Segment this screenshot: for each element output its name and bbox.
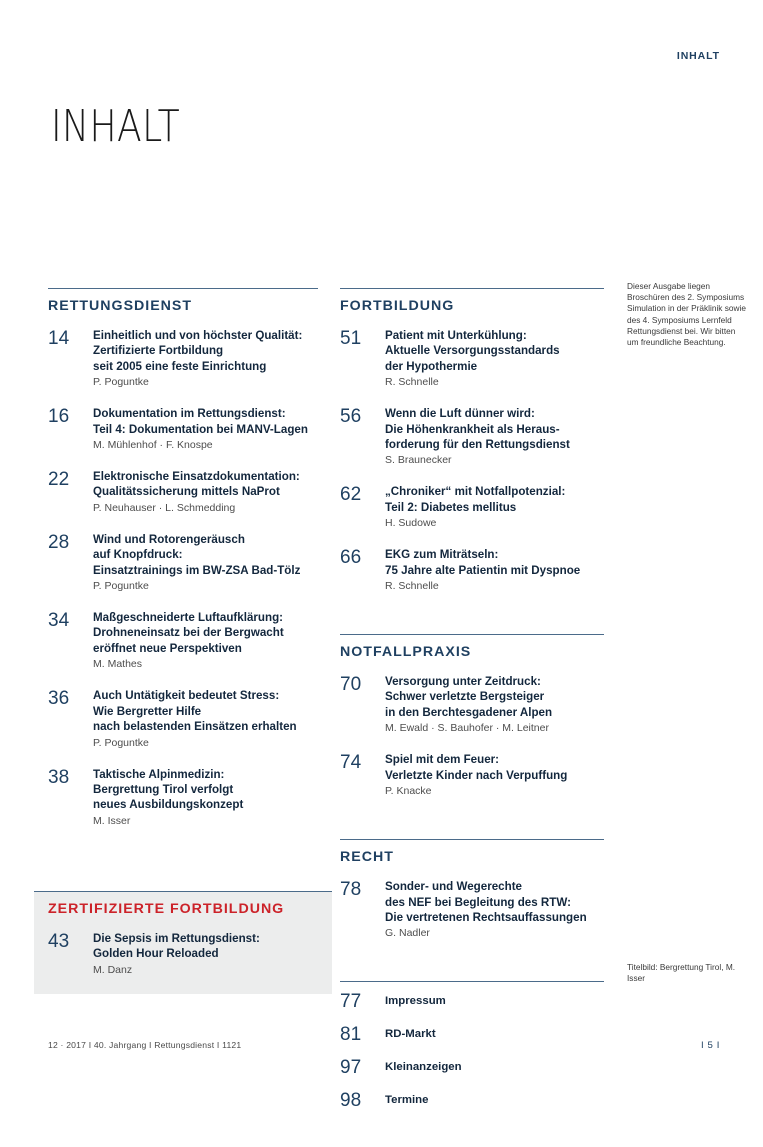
sidenote-insert-notice: Dieser Ausgabe liegen Broschüren des 2. Symposiums Simulation in der Präklinik sowie des 4. Symposiums Lernfeld Rettungsdienst bei. Wir bitten um freundliche Beachtung.: [627, 281, 746, 348]
toc-entry-title-line: forderung für den Rettungsdienst: [385, 438, 570, 452]
toc-entry-title-line: Auch Untätigkeit bedeutet Stress:: [93, 689, 280, 703]
toc-entry-page-number: 97: [340, 1057, 362, 1079]
toc-entry[interactable]: [340, 879, 604, 941]
toc-entry-title-line: eröffnet neue Perspektiven: [93, 641, 242, 655]
toc-entry[interactable]: [340, 1057, 604, 1077]
section-heading: ZERTIFIZIERTE FORTBILDUNG: [48, 900, 285, 917]
toc-entry[interactable]: [340, 547, 604, 594]
section-divider: [48, 288, 318, 289]
toc-entry-authors: M. Mühlenhof · F. Knospe: [93, 439, 213, 452]
toc-section: [340, 634, 604, 799]
toc-entry[interactable]: [48, 610, 318, 672]
toc-entry-title-line: Golden Hour Reloaded: [93, 947, 219, 961]
toc-entry-title-line: Wind und Rotorengeräusch: [93, 532, 245, 546]
toc-entry-title-line: auf Knopfdruck:: [93, 548, 183, 562]
toc-entry-title-line: Wenn die Luft dünner wird:: [385, 407, 535, 421]
toc-entry-title-line: Termine: [385, 1093, 429, 1106]
toc-entry-title-line: Impressum: [385, 994, 446, 1007]
toc-entry-page-number: 16: [48, 406, 70, 428]
section-spacer: [48, 994, 318, 1018]
toc-entry-page-number: 43: [48, 930, 70, 952]
section-heading: RETTUNGSDIENST: [48, 298, 193, 314]
toc-entry-body: [93, 767, 318, 829]
toc-entry-body: [93, 406, 318, 453]
section-spacer: [340, 957, 604, 981]
toc-entry-page-number: 98: [340, 1090, 362, 1112]
toc-entry-title-line: des NEF bei Begleitung des RTW:: [385, 895, 571, 909]
toc-entry[interactable]: [48, 931, 318, 978]
toc-entry-title-line: seit 2005 eine feste Einrichtung: [93, 359, 267, 373]
toc-entry-body: [385, 406, 604, 468]
toc-entry[interactable]: [340, 484, 604, 531]
section-spacer: [340, 815, 604, 839]
toc-entry-body: [385, 1060, 604, 1075]
toc-entry-title-line: Qualitätssicherung mittels NaProt: [93, 485, 280, 499]
toc-entry-page-number: 66: [340, 547, 362, 569]
left-column: [48, 288, 318, 1018]
toc-entry-title-line: Die Sepsis im Rettungsdienst:: [93, 931, 260, 945]
toc-entry-body: [93, 688, 318, 750]
toc-entry-title-line: Dokumentation im Rettungsdienst:: [93, 407, 286, 421]
toc-entry-title-line: Wie Bergretter Hilfe: [93, 704, 202, 718]
toc-entry-authors: P. Knacke: [385, 785, 432, 798]
toc-entry-title-line: Taktische Alpinmedizin:: [93, 767, 225, 781]
toc-entry-page-number: 56: [340, 406, 362, 428]
toc-entry-page-number: 70: [340, 674, 362, 696]
toc-entry-authors: H. Sudowe: [385, 517, 437, 530]
toc-entry-authors: M. Isser: [93, 814, 131, 827]
toc-entry-page-number: 34: [48, 610, 70, 632]
section-divider: [340, 288, 604, 289]
toc-entry-title-line: Bergrettung Tirol verfolgt: [93, 782, 234, 796]
toc-entry-body: [385, 328, 604, 390]
section-heading: NOTFALLPRAXIS: [340, 644, 472, 661]
toc-entry-title-line: Die vertretenen Rechtsauffassungen: [385, 910, 587, 924]
toc-entry-title-line: 75 Jahre alte Patientin mit Dyspnoe: [385, 563, 581, 577]
toc-entry-page-number: 74: [340, 752, 362, 774]
toc-entry[interactable]: [340, 1024, 604, 1044]
toc-entry-authors: P. Neuhauser · L. Schmedding: [93, 501, 236, 514]
toc-section: [34, 891, 332, 994]
toc-entry-page-number: 62: [340, 484, 362, 506]
toc-entry-authors: M. Mathes: [93, 658, 143, 671]
toc-entry-title-line: Teil 2: Diabetes mellitus: [385, 500, 517, 514]
toc-entry-body: [385, 547, 604, 594]
toc-entry-body: [385, 752, 604, 799]
toc-entry[interactable]: [48, 469, 318, 516]
toc-entry-title-line: Verletzte Kinder nach Verpuffung: [385, 768, 568, 782]
toc-entry[interactable]: [340, 991, 604, 1011]
toc-entry-title-line: Teil 4: Dokumentation bei MANV-Lagen: [93, 422, 308, 436]
toc-entry-page-number: 81: [340, 1024, 362, 1046]
toc-entry-title-line: Kleinanzeigen: [385, 1060, 462, 1073]
toc-entry-title-line: Drohneneinsatz bei der Bergwacht: [93, 626, 284, 640]
section-spacer: [48, 845, 318, 869]
section-divider: [34, 891, 332, 892]
toc-entry[interactable]: [48, 406, 318, 453]
toc-entry-authors: R. Schnelle: [385, 376, 439, 389]
toc-entry-body: [385, 674, 604, 736]
toc-section: [340, 288, 604, 594]
toc-entry[interactable]: [340, 752, 604, 799]
toc-entry-title-line: RD-Markt: [385, 1027, 436, 1040]
toc-entry-title-line: der Hypothermie: [385, 359, 478, 373]
toc-entry-body: [385, 1027, 604, 1042]
section-divider: [340, 981, 604, 982]
toc-entry-page-number: 38: [48, 766, 70, 788]
toc-entry-body: [93, 931, 318, 978]
toc-entry[interactable]: [340, 674, 604, 736]
section-heading: FORTBILDUNG: [340, 298, 455, 314]
cover-image-credit: Titelbild: Bergrettung Tirol, M. Isser: [627, 962, 736, 984]
toc-entry-body: [385, 994, 604, 1009]
toc-entry-title-line: in den Berchtesgadener Alpen: [385, 705, 553, 719]
toc-entry[interactable]: [48, 688, 318, 750]
toc-section: [340, 839, 604, 941]
toc-entry-title-line: Die Höhenkrankheit als Heraus-: [385, 422, 560, 436]
toc-entry-title-line: Sonder- und Wegerechte: [385, 880, 522, 894]
toc-entry-page-number: 78: [340, 879, 362, 901]
section-divider: [340, 634, 604, 635]
toc-entry-authors: M. Danz: [93, 963, 133, 976]
toc-entry-body: [385, 484, 604, 531]
toc-entry-body: [93, 469, 318, 516]
toc-entry-authors: G. Nadler: [385, 927, 430, 940]
section-divider: [340, 839, 604, 840]
toc-entry-title-line: Einsatztrainings im BW-ZSA Bad-Tölz: [93, 563, 301, 577]
toc-entry-title-line: nach belastenden Einsätzen erhalten: [93, 720, 297, 734]
footer-issue-info: 12 · 2017 I 40. Jahrgang I Rettungsdienst I 1121: [48, 1040, 242, 1050]
toc-entry-page-number: 14: [48, 328, 70, 349]
toc-entry-page-number: 22: [48, 469, 70, 491]
toc-entry[interactable]: [48, 767, 318, 829]
toc-entry-title-line: Spiel mit dem Feuer:: [385, 753, 500, 767]
toc-entry-authors: P. Poguntke: [93, 376, 149, 389]
toc-entry-body: [93, 610, 318, 672]
toc-entry[interactable]: [48, 328, 318, 390]
toc-entry-page-number: 51: [340, 328, 362, 349]
toc-entry[interactable]: [340, 406, 604, 468]
toc-entry-title-line: Zertifizierte Fortbildung: [93, 344, 224, 358]
toc-entry-title-line: Versorgung unter Zeitdruck:: [385, 675, 541, 689]
toc-entry-authors: R. Schnelle: [385, 580, 439, 593]
toc-entry-title-line: Aktuelle Versorgungsstandards: [385, 344, 560, 358]
toc-entry[interactable]: [340, 328, 604, 390]
toc-section: [340, 981, 604, 1110]
toc-entry-page-number: 77: [340, 991, 362, 1013]
toc-entry-authors: P. Poguntke: [93, 736, 149, 749]
section-spacer: [340, 610, 604, 634]
footer-page-number: I 5 I: [701, 1040, 720, 1051]
toc-entry-title-line: Maßgeschneiderte Luftaufklärung:: [93, 611, 284, 625]
toc-entry-page-number: 28: [48, 531, 70, 553]
toc-entry-body: [93, 328, 318, 390]
toc-entry-authors: M. Ewald · S. Bauhofer · M. Leitner: [385, 722, 549, 735]
toc-entry-title-line: Elektronische Einsatzdokumentation:: [93, 470, 300, 484]
toc-entry-title-line: „Chroniker“ mit Notfallpotenzial:: [385, 485, 566, 499]
toc-entry-authors: P. Poguntke: [93, 580, 149, 593]
toc-entry-authors: S. Braunecker: [385, 454, 452, 467]
toc-entry[interactable]: [48, 532, 318, 594]
toc-entry-body: [93, 532, 318, 594]
toc-entry-title-line: EKG zum Miträtseln:: [385, 548, 499, 562]
toc-entry-body: [385, 879, 604, 941]
section-spacer: [340, 1123, 604, 1147]
toc-entry-title-line: Einheitlich und von höchster Qualität:: [93, 329, 303, 342]
page-title: INHALT: [51, 101, 181, 152]
toc-entry[interactable]: [340, 1090, 604, 1110]
running-head: INHALT: [676, 50, 720, 62]
section-heading: RECHT: [340, 849, 394, 866]
toc-entry-title-line: Patient mit Unterkühlung:: [385, 329, 527, 342]
toc-entry-title-line: Schwer verletzte Bergsteiger: [385, 690, 545, 704]
toc-section: [48, 288, 318, 829]
toc-entry-body: [385, 1093, 604, 1108]
toc-entry-page-number: 36: [48, 688, 70, 710]
middle-column: [340, 288, 604, 1147]
toc-entry-title-line: neues Ausbildungskonzept: [93, 798, 244, 812]
